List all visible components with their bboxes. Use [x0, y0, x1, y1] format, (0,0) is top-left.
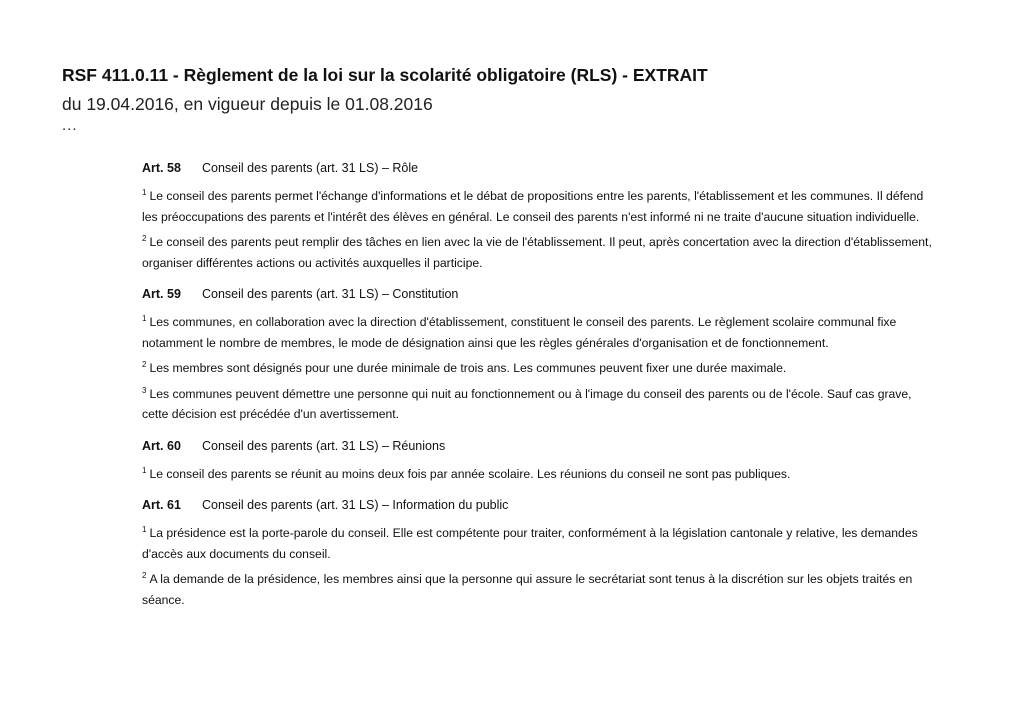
paragraph-number: 2: [142, 360, 147, 369]
paragraph: [142, 355, 932, 379]
paragraph: [142, 566, 932, 610]
article-title: Conseil des parents (art. 31 LS) – Réunions: [202, 438, 446, 453]
paragraph-number: 2: [142, 234, 147, 243]
document-header: [62, 64, 962, 134]
paragraph-text: Le conseil des parents peut remplir des tâches en lien avec la vie de l'établissement. Il peut, après concertation avec la direction d'établissement, organiser différentes actions ou activités auxquelles il participe.: [142, 235, 932, 270]
article-heading: [142, 286, 932, 303]
paragraph: [142, 461, 932, 485]
omission-ellipsis: ...: [62, 117, 78, 134]
paragraph-number: 1: [142, 188, 147, 197]
paragraph-text: A la demande de la présidence, les membres ainsi que la personne qui assure le secrétariat sont tenus à la discrétion sur les objets traités en séance.: [142, 572, 913, 607]
paragraph-text: La présidence est la porte-parole du conseil. Elle est compétente pour traiter, conformément à la législation cantonale y relative, les demandes d'accès aux documents du conseil.: [142, 526, 918, 561]
paragraph: [142, 520, 932, 564]
article-58: [142, 160, 932, 273]
article-heading: [142, 438, 932, 455]
paragraph-number: 1: [142, 465, 147, 475]
articles-list: [142, 160, 932, 623]
article-title: Conseil des parents (art. 31 LS) – Constitution: [202, 287, 459, 301]
paragraph-text: Les communes, en collaboration avec la direction d'établissement, constituent le conseil des parents. Le règlement scolaire communal fixe notamment le nombre de membres, le mode de désignation ainsi que les règles générales d'organisation et de fonctionnement.: [142, 315, 897, 350]
article-title: Conseil des parents (art. 31 LS) – Rôle: [202, 161, 419, 175]
paragraph-text: Le conseil des parents se réunit au moins deux fois par année scolaire. Les réunions du conseil ne sont pas publiques.: [149, 466, 791, 481]
paragraph: [142, 229, 932, 273]
document-subtitle: du 19.04.2016, en vigueur depuis le 01.08.2016: [62, 94, 433, 114]
article-59: [142, 286, 932, 425]
paragraph-text: Les communes peuvent démettre une personne qui nuit au fonctionnement ou à l'image du conseil des parents ou de l'école. Sauf cas grave, cette décision est précédée d'un avertissement.: [142, 386, 912, 421]
article-number: Art. 59: [142, 287, 181, 301]
paragraph-number: 3: [142, 385, 147, 395]
article-number: Art. 58: [142, 161, 181, 175]
article-60: [142, 438, 932, 485]
article-title: Conseil des parents (art. 31 LS) – Information du public: [202, 498, 509, 512]
paragraph: [142, 381, 932, 425]
paragraph-number: 1: [142, 314, 147, 323]
article-number: Art. 61: [142, 498, 181, 512]
article-61: [142, 497, 932, 610]
paragraph-text: Les membres sont désignés pour une durée minimale de trois ans. Les communes peuvent fixer une durée maximale.: [149, 361, 787, 375]
paragraph-text: Le conseil des parents permet l'échange d'informations et le débat de propositions entre les parents, l'établissement et les communes. Il défend les préoccupations des parents et l'intérêt des élèves en général. Le conseil des parents n'est informé ni ne traite d'aucune situation individuelle.: [142, 189, 924, 224]
paragraph: [142, 183, 932, 227]
article-number: Art. 60: [142, 438, 181, 453]
document-title: RSF 411.0.11 - Règlement de la loi sur la scolarité obligatoire (RLS) - EXTRAIT: [62, 65, 708, 85]
paragraph-number: 2: [142, 571, 147, 580]
paragraph-number: 1: [142, 525, 147, 534]
article-heading: [142, 497, 932, 514]
article-heading: [142, 160, 932, 177]
paragraph: [142, 309, 932, 353]
